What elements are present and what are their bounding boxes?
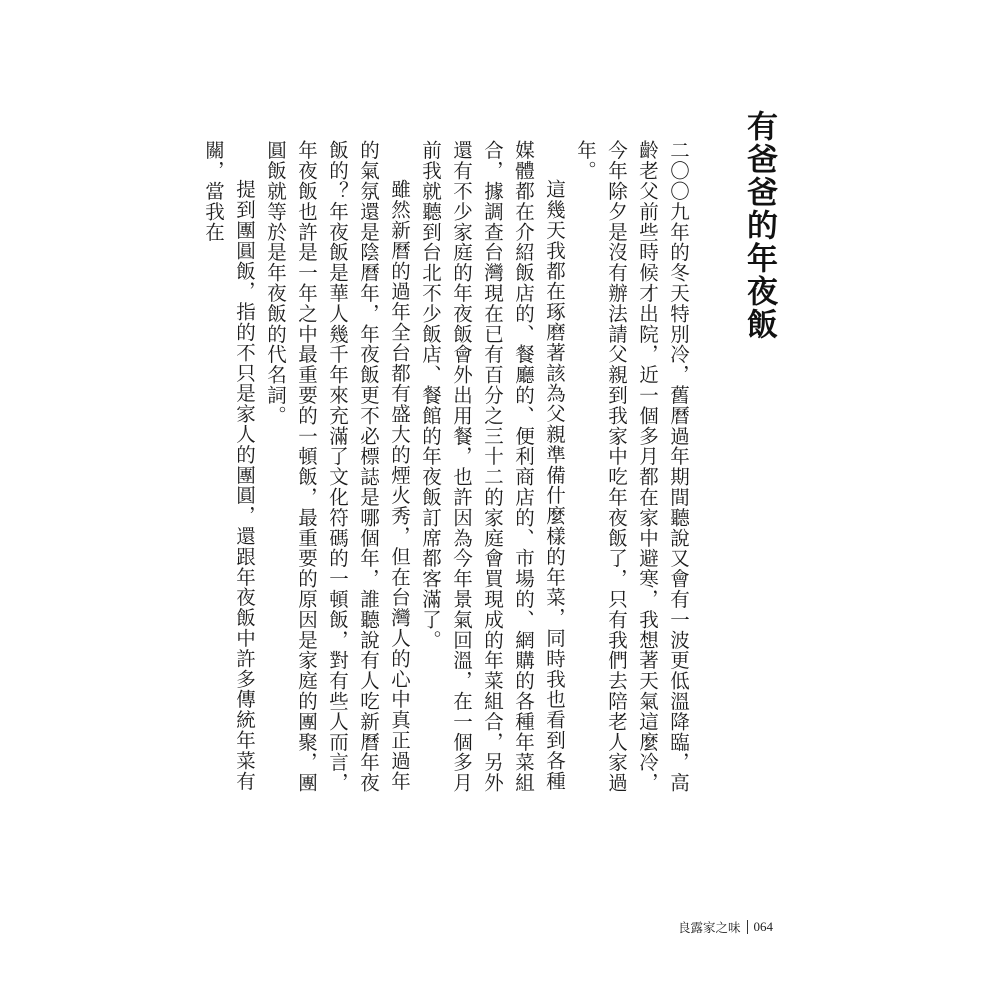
chapter-title: 有爸爸的年夜飯	[741, 110, 777, 341]
footer-divider	[747, 920, 748, 934]
paragraph: 這幾天我都在琢磨著該為父親準備什麼樣的年菜，同時我也看到各種媒體都在介紹飯店的、餐廳的、便利商店的、市場的、網購的各種年菜組合，據調查台灣現在已有百分之三十二的家庭會買現成的年菜組合，另外還有不少家庭的年夜飯會外出用餐，也許因為今年景氣回溫，在一個多月前我就聽到台北不少飯店、餐館的年夜飯訂席都客滿了。	[419, 140, 566, 793]
book-title: 良露家之味	[678, 920, 741, 935]
paragraph: 雖然新曆的過年全台都有盛大的煙火秀，但在台灣人的心中真正過年的氣氛還是陰曆年，年夜飯更不必標誌是哪個年，誰聽說有人吃新曆年夜飯的？年夜飯是華人幾千年來充滿了文化符碼的一頓飯，對有些人而言，年夜飯也許是一年之中最重要的一頓飯，最重要的原因是家庭的團聚，團圓飯就等於是年夜飯的代名詞。	[264, 140, 411, 793]
page-number: 064	[753, 919, 774, 934]
paragraph: 二〇〇九年的冬天特別冷，舊曆過年期間聽說又會有一波更低溫降臨，高齡老父前些時候才出院，近一個多月都在家中避寒，我想著天氣這麼冷，今年除夕是沒有辦法請父親到我家中吃年夜飯了，只有我們去陪老人家過年。	[574, 140, 690, 793]
paragraph: 提到團圓飯，指的不只是家人的團圓，還跟年夜飯中許多傳統年菜有關，當我在	[202, 140, 256, 791]
page-footer	[678, 918, 773, 936]
body-text	[198, 140, 694, 800]
